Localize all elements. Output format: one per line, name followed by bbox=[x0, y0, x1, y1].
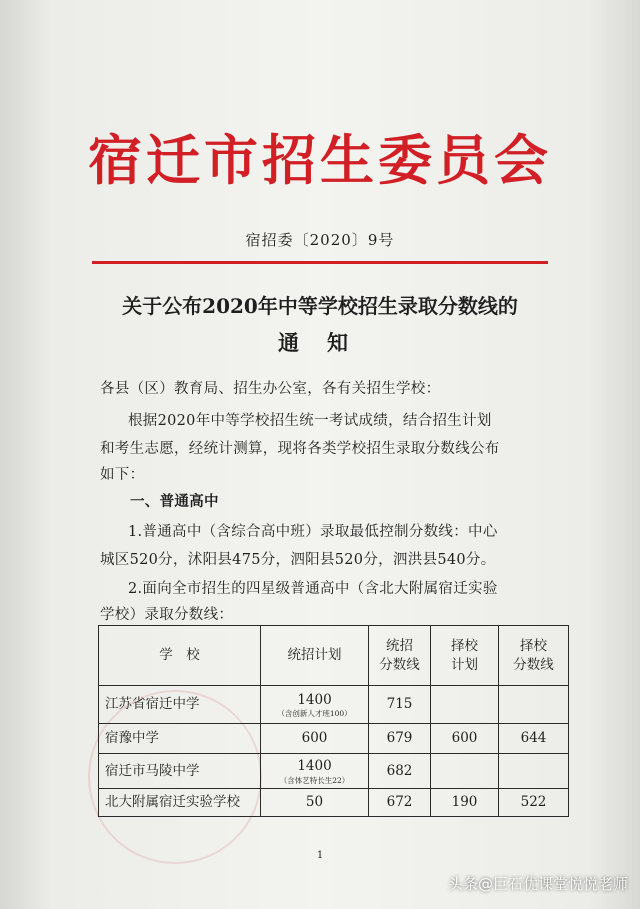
row-plan: 50 bbox=[261, 789, 369, 817]
row-choice-score: 522 bbox=[499, 789, 569, 817]
header-plan: 统招计划 bbox=[261, 626, 369, 686]
row-school: 江苏省宿迁中学 bbox=[99, 686, 261, 724]
row-score: 679 bbox=[369, 724, 431, 754]
row-school: 北大附属宿迁实验学校 bbox=[99, 789, 261, 817]
row-choice-score bbox=[499, 754, 569, 789]
item1-line1: 1.普通高中（含综合高中班）录取最低控制分数线：中心 bbox=[128, 524, 498, 540]
header-school: 学 校 bbox=[99, 626, 261, 686]
table-row bbox=[99, 686, 569, 724]
table-row bbox=[99, 789, 569, 817]
header-choice-score bbox=[499, 626, 569, 686]
header-choice-plan-line1: 择校 bbox=[451, 638, 478, 655]
notice-title-line2: 通知 bbox=[278, 330, 376, 355]
header-choice-plan bbox=[431, 626, 499, 686]
row-choice-score: 644 bbox=[499, 724, 569, 754]
row-plan-value: 1400 bbox=[297, 691, 332, 708]
table-header-row bbox=[99, 626, 569, 686]
row-plan-value: 1400 bbox=[297, 758, 332, 775]
red-divider-line bbox=[92, 261, 548, 264]
row-plan: 600 bbox=[261, 724, 369, 754]
table-row bbox=[99, 724, 569, 754]
page-number: 1 bbox=[316, 850, 324, 861]
header-score bbox=[369, 626, 431, 686]
header-choice-score-line1: 择校 bbox=[520, 638, 547, 655]
item2-line2: 学校）录取分数线： bbox=[100, 607, 234, 623]
section-heading-high-school: 一、普通高中 bbox=[130, 493, 219, 510]
row-choice-score bbox=[499, 686, 569, 724]
row-score: 715 bbox=[369, 686, 431, 724]
row-school: 宿迁市马陵中学 bbox=[99, 754, 261, 789]
document-number: 宿招委〔2020〕9号 bbox=[245, 231, 395, 249]
item2-line1: 2.面向全市招生的四星级普通高中（含北大附属宿迁实验 bbox=[128, 581, 498, 597]
row-choice-plan bbox=[431, 754, 499, 789]
admission-score-table bbox=[98, 625, 569, 817]
row-plan bbox=[261, 686, 369, 724]
row-school: 宿豫中学 bbox=[99, 724, 261, 754]
intro-paragraph-line3: 如下： bbox=[100, 467, 145, 483]
source-watermark: 头条@巨石优课堂悦悦老师 bbox=[447, 875, 628, 893]
table-row bbox=[99, 754, 569, 789]
row-choice-plan: 600 bbox=[431, 724, 499, 754]
intro-paragraph-line2: 和考生志愿，经统计测算，现将各类学校招生录取分数线公布 bbox=[100, 441, 500, 457]
row-score: 672 bbox=[369, 789, 431, 817]
row-score: 682 bbox=[369, 754, 431, 789]
header-choice-score-line2: 分数线 bbox=[513, 656, 554, 673]
header-choice-plan-line2: 计划 bbox=[451, 656, 478, 673]
row-plan bbox=[261, 754, 369, 789]
row-choice-plan bbox=[431, 686, 499, 724]
notice-title-line1: 关于公布2020年中等学校招生录取分数线的 bbox=[122, 294, 518, 318]
row-choice-plan: 190 bbox=[431, 789, 499, 817]
row-plan-note: （含体艺特长生22） bbox=[279, 775, 350, 785]
intro-paragraph-line1: 根据2020年中等学校招生统一考试成绩，结合招生计划 bbox=[128, 413, 492, 429]
issuer-masthead: 宿迁市招生委员会 bbox=[88, 128, 552, 192]
header-score-line2: 分数线 bbox=[379, 656, 420, 673]
header-score-line1: 统招 bbox=[386, 638, 413, 655]
item1-line2: 城区520分，沭阳县475分，泗阳县520分，泗洪县540分。 bbox=[100, 552, 496, 568]
salutation: 各县（区）教育局、招生办公室，各有关招生学校： bbox=[100, 381, 441, 397]
row-plan-note: （含创新人才班100） bbox=[277, 709, 352, 719]
